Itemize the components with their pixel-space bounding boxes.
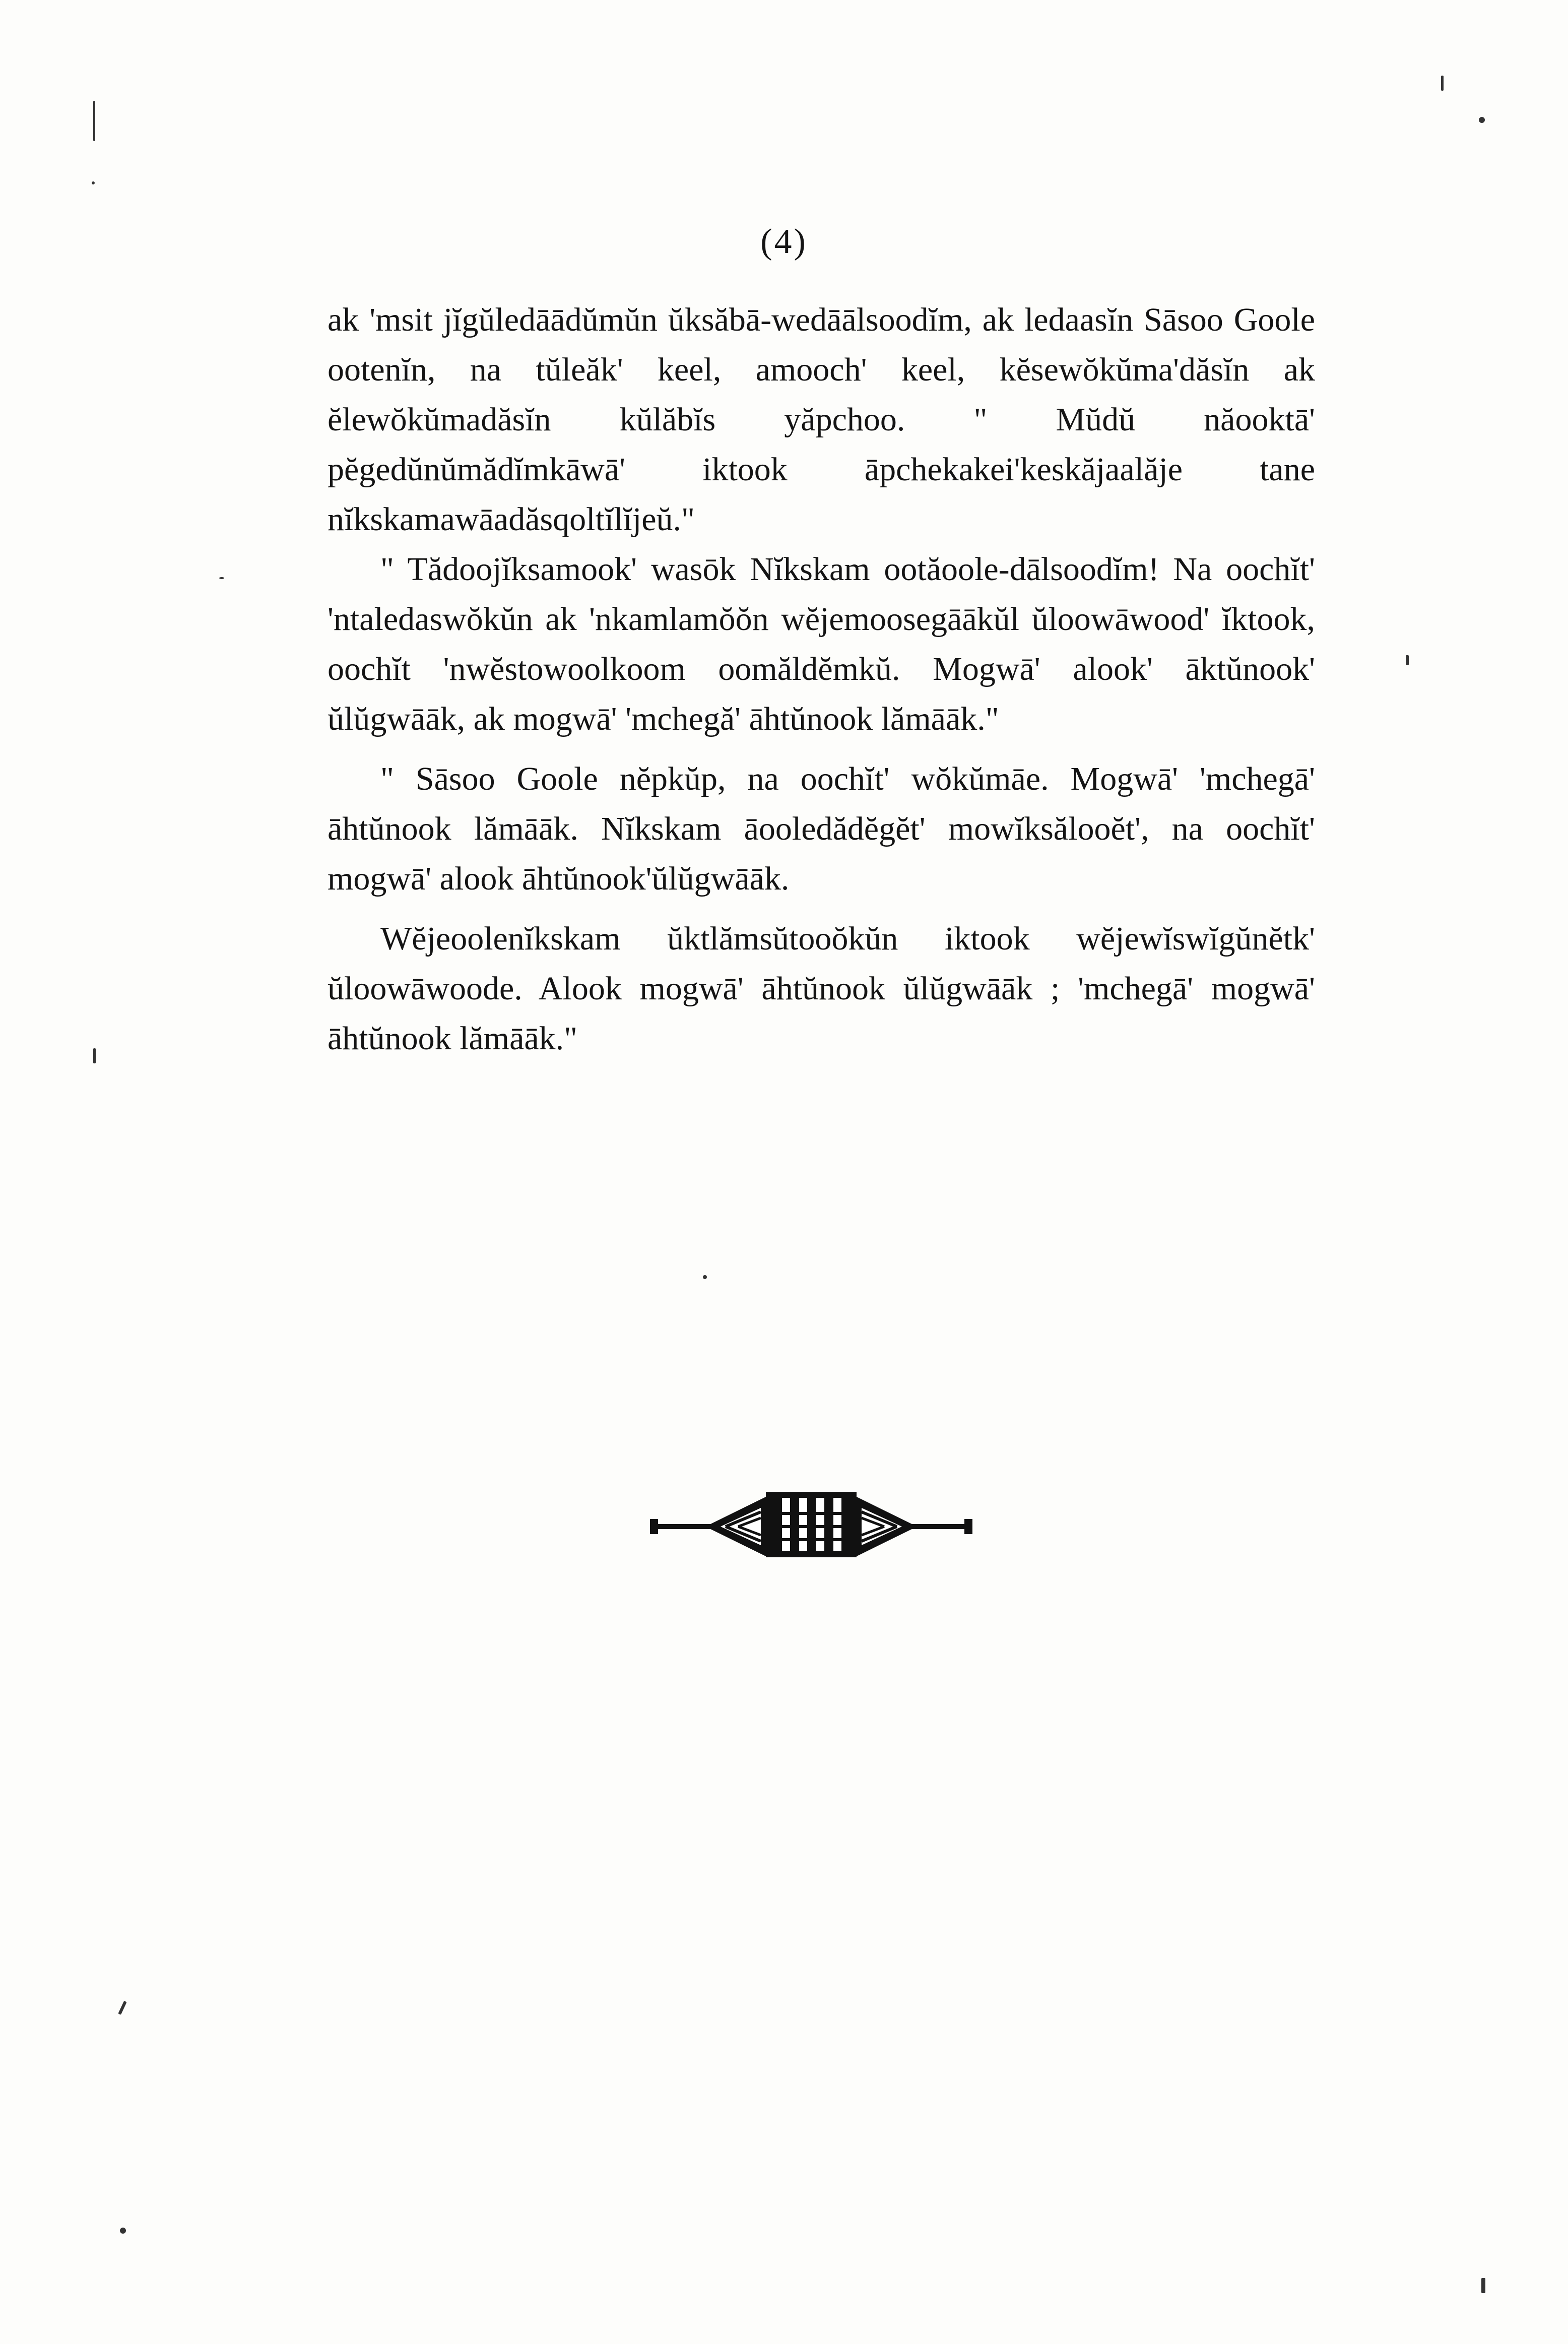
scan-speck [1481,2278,1485,2293]
scan-speck [93,101,95,141]
scan-speck [118,2001,126,2015]
body-text [328,295,1315,1063]
scan-speck [1406,655,1409,665]
scan-speck [219,577,224,579]
paragraph-1: ak 'msit jĭgŭledāādŭmŭn ŭksăbā-wedāālsoodĭm, ak ledaasĭn Sāsoo Goole ootenĭn, na tŭleăk' keel, amooch' keel, kĕsewŏkŭma'dăsĭn ak ĕlewŏkŭmadăsĭn kŭlăbĭs yăpchoo. " Mŭdŭ năooktā' pĕgedŭnŭmădĭmkāwā' iktook āpchekakei'keskăjaalăje tane nĭkskamawāadăsqoltĭlĭjeŭ." [328,301,1315,538]
scan-speck [1479,117,1485,123]
scan-speck [1441,76,1444,91]
tailpiece-ornament-icon [650,1487,972,1557]
scan-speck [120,2228,126,2234]
scan-speck [92,181,95,184]
scan-speck [93,1048,96,1063]
paragraph-2: " Tădoojĭksamook' wasōk Nĭkskam ootăoole-dālsoodĭm! Na oochĭt' 'ntaledaswŏkŭn ak 'nkamlamŏŏn wĕjemoosegāākŭl ŭloowāwood' ĭktook, oochĭt 'nwĕstowoolkoom oomăldĕmkŭ. Mogwā' alook' āktŭnook' ŭlŭgwāāk, ak mogwā' 'mchegă' āhtŭnook lămāāk." [328,551,1315,737]
paragraph-3: " Sāsoo Goole nĕpkŭp, na oochĭt' wŏkŭmāe. Mogwā' 'mchegā' āhtŭnook lămāāk. Nĭkskam āooledădĕgĕt' mowĭksălooĕt', na oochĭt' mogwā' alook āhtŭnook'ŭlŭgwāāk. [328,761,1315,897]
scan-speck [703,1275,707,1279]
paragraph-4: Wĕjeoolenĭkskam ŭktlămsŭtooŏkŭn iktook wĕjewĭswĭgŭnĕtk' ŭloowāwoode. Alook mogwā' āhtŭnook ŭlŭgwāāk ; 'mchegā' mogwā' āhtŭnook lămāāk." [328,920,1315,1057]
page-number: (4) [760,222,808,261]
